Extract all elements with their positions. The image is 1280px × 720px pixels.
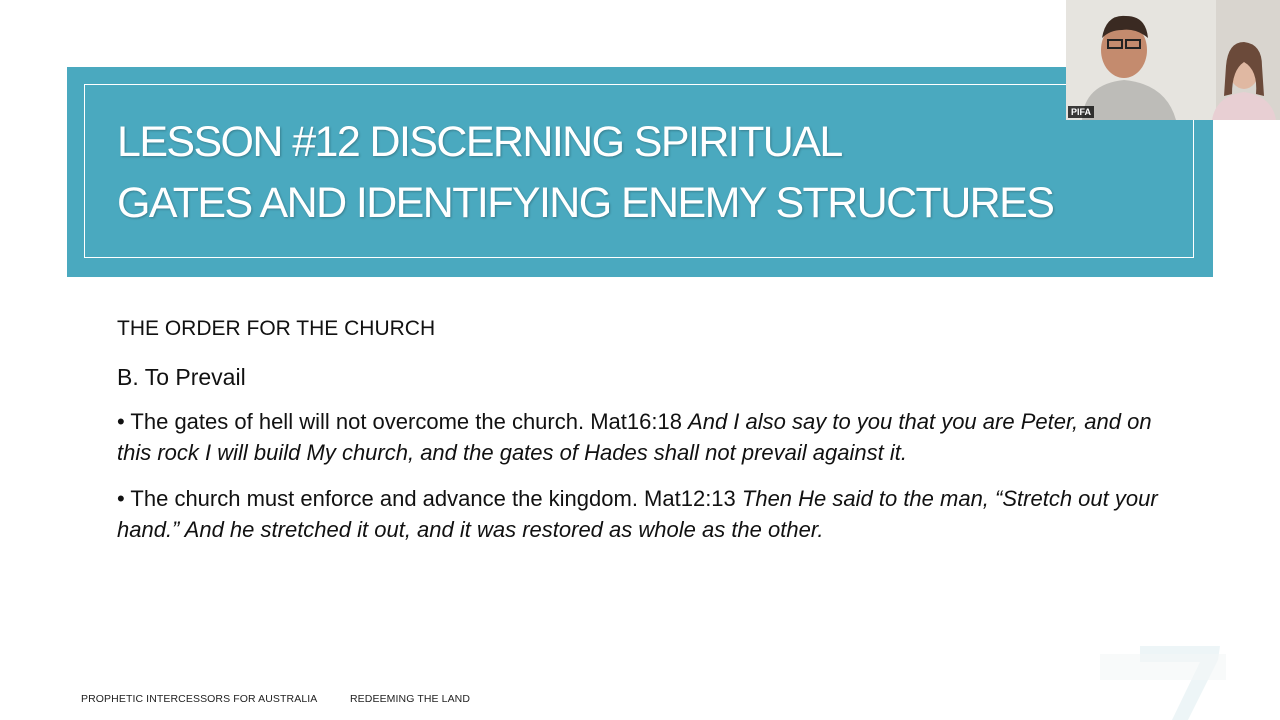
bullet-verse: And I also say to you that you are Peter, and on this rock I will build My church, and the gates of Hades shall not prevail against it. (117, 409, 1152, 465)
slide-title-line-1: LESSON #12 DISCERNING SPIRITUAL (117, 118, 842, 166)
footer-organization: PROPHETIC INTERCESSORS FOR AUSTRALIA (81, 693, 318, 705)
participant-video-icon (1066, 0, 1280, 120)
footer-series: REDEEMING THE LAND (350, 693, 471, 705)
bullet-marker: • (117, 409, 125, 434)
bullet-marker: • (117, 486, 125, 511)
bullet-item (117, 484, 1177, 545)
slide-content (117, 314, 1177, 561)
slide-title (117, 112, 1177, 234)
bullet-text: The church must enforce and advance the kingdom. Mat12:13 (124, 486, 742, 511)
video-participant-tile[interactable] (1066, 0, 1280, 120)
section-subheading: B. To Prevail (117, 364, 246, 390)
participant-name-label: PIFA (1068, 106, 1094, 118)
bullet-text: The gates of hell will not overcome the church. Mat16:18 (124, 409, 689, 434)
bullet-item (117, 407, 1177, 468)
slide-title-line-2: GATES AND IDENTIFYING ENEMY STRUCTURES (117, 179, 1054, 227)
logo-watermark-icon (1100, 640, 1240, 720)
bullet-verse: Then He said to the man, “Stretch out your hand.” And he stretched it out, and it was restored as whole as the other. (117, 486, 1158, 542)
section-heading: THE ORDER FOR THE CHURCH (117, 317, 436, 340)
